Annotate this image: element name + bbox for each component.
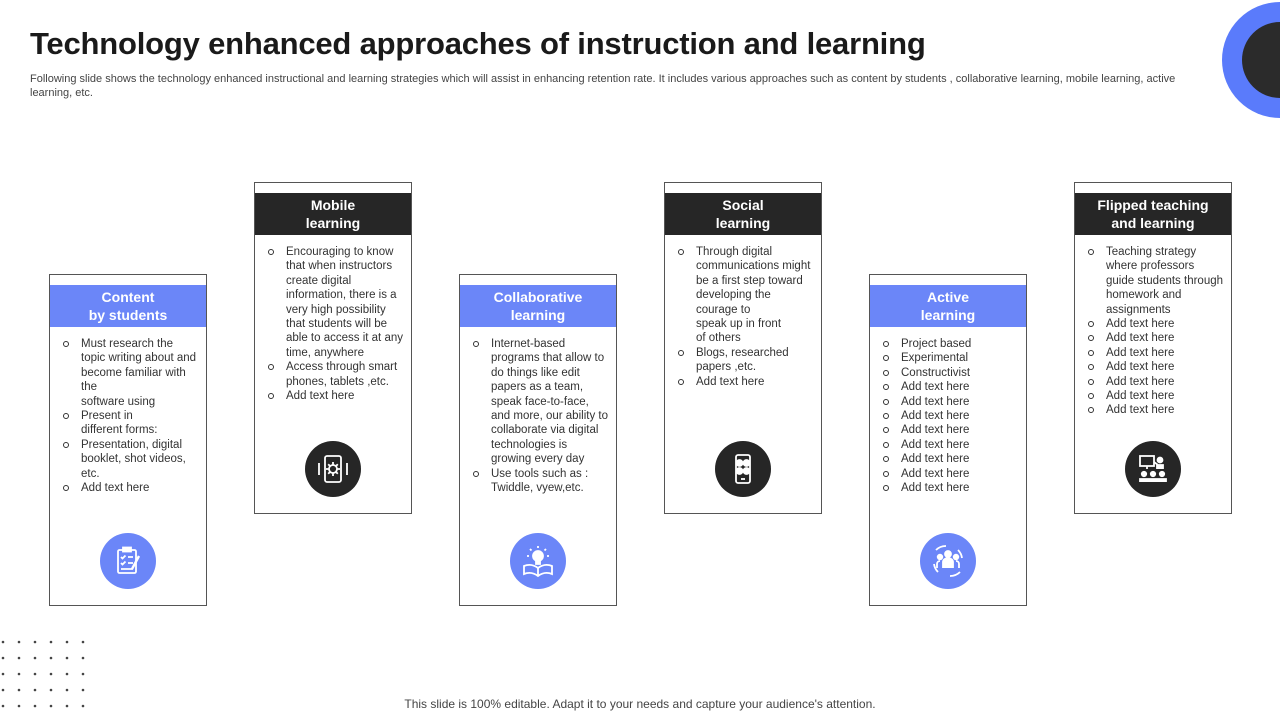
bullet-list: [265, 245, 405, 403]
mobile-gear-icon: [305, 441, 361, 497]
list-item: Internet-based programs that allow to do things like edit papers as a team, speak face-to-face, and more, our ability to collaborate via digital technologies is growing every day: [470, 337, 610, 467]
list-item: Must research the topic writing about and become familiar with the software using: [60, 337, 200, 409]
list-item: Add text here: [1085, 346, 1225, 360]
card-social-learning: [664, 182, 822, 514]
list-item: Add text here: [880, 395, 1020, 409]
list-item: Add text here: [60, 481, 200, 495]
phone-social-icon: [715, 441, 771, 497]
list-item: Teaching strategy where professors guide students through homework and assignments: [1085, 245, 1225, 317]
bullet-list: [1085, 245, 1225, 418]
list-item: Add text here: [880, 409, 1020, 423]
list-item: Add text here: [880, 467, 1020, 481]
list-item: Add text here: [1085, 403, 1225, 417]
list-item: Encouraging to know that when instructors create digital information, there is a very high possibility that students will be able to access it at any time, anywhere: [265, 245, 405, 360]
card-header: Social learning: [665, 193, 821, 235]
list-item: Add text here: [1085, 375, 1225, 389]
card-header: Content by students: [50, 285, 206, 327]
footer-note: This slide is 100% editable. Adapt it to your needs and capture your audience's attention.: [404, 697, 876, 711]
card-collaborative-learning: [459, 274, 617, 606]
card-content-by-students: [49, 274, 207, 606]
page-title: Technology enhanced approaches of instruction and learning: [30, 26, 926, 61]
bullet-list: [880, 337, 1020, 495]
list-item: Add text here: [880, 423, 1020, 437]
card-mobile-learning: [254, 182, 412, 514]
card-header: Mobile learning: [255, 193, 411, 235]
card-header: Collaborative learning: [460, 285, 616, 327]
page-subtitle: Following slide shows the technology enhanced instructional and learning strategies which will assist in enhancing retention rate. It includes various approaches such as content by students , collaborative learning, mobile learning, active learning, etc.: [30, 73, 1176, 99]
card-header: Flipped teaching and learning: [1075, 193, 1231, 235]
list-item: Present in different forms:: [60, 409, 200, 438]
list-item: Add text here: [880, 438, 1020, 452]
card-flipped-teaching: [1074, 182, 1232, 514]
list-item: Presentation, digital booklet, shot videos, etc.: [60, 438, 200, 481]
list-item: Constructivist: [880, 366, 1020, 380]
list-item: Through digital communications might be a first step toward developing the courage to speak up in front of others: [675, 245, 815, 346]
bullet-list: [470, 337, 610, 495]
list-item: Add text here: [1085, 317, 1225, 331]
list-item: Add text here: [675, 375, 815, 389]
list-item: Experimental: [880, 351, 1020, 365]
list-item: Add text here: [880, 380, 1020, 394]
list-item: Add text here: [1085, 389, 1225, 403]
list-item: Add text here: [1085, 331, 1225, 345]
list-item: Project based: [880, 337, 1020, 351]
clipboard-checklist-icon: [100, 533, 156, 589]
list-item: Use tools such as : Twiddle, vyew,etc.: [470, 467, 610, 496]
list-item: Add text here: [880, 481, 1020, 495]
card-active-learning: [869, 274, 1027, 606]
card-header: Active learning: [870, 285, 1026, 327]
list-item: Add text here: [265, 389, 405, 403]
list-item: Add text here: [880, 452, 1020, 466]
list-item: Blogs, researched papers ,etc.: [675, 346, 815, 375]
bullet-list: [675, 245, 815, 389]
book-lightbulb-icon: [510, 533, 566, 589]
bullet-list: [60, 337, 200, 495]
group-people-icon: [920, 533, 976, 589]
list-item: Add text here: [1085, 360, 1225, 374]
classroom-presentation-icon: [1125, 441, 1181, 497]
list-item: Access through smart phones, tablets ,etc.: [265, 360, 405, 389]
